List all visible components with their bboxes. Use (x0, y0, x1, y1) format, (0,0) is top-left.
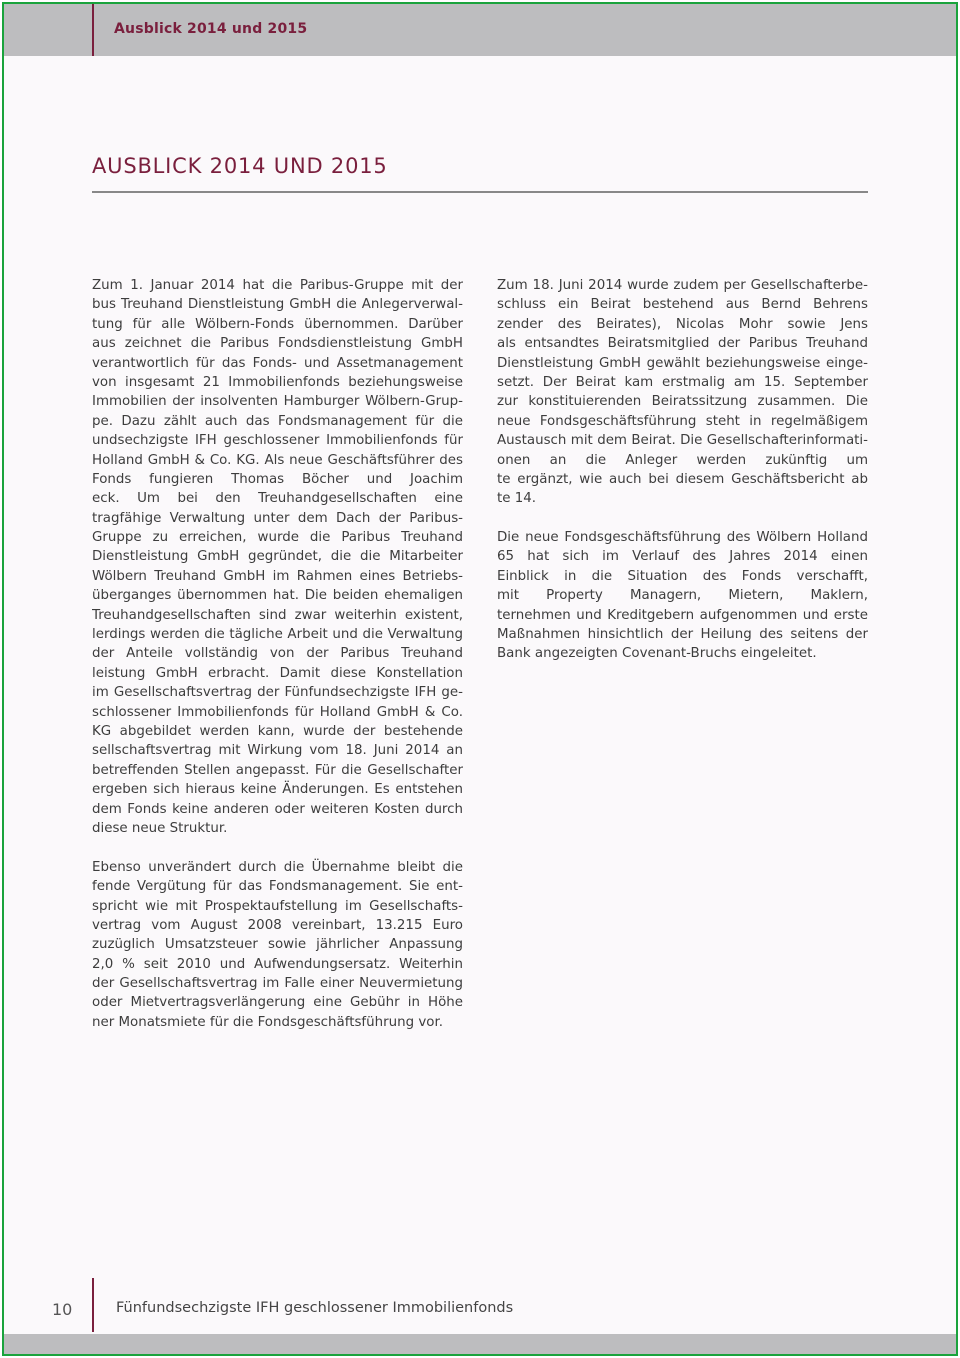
text-line: schlossener Immobilienfonds für Holland GmbH & Co. (92, 704, 463, 720)
page-title: AUSBLICK 2014 UND 2015 (92, 154, 388, 178)
text-line: te 14. (497, 491, 537, 507)
text-line: zuzüglich Umsatzsteuer sowie jährlicher Anpassung (92, 937, 463, 953)
text-line: sellschaftsvertrag mit Wirkung vom 18. Juni 2014 an (92, 743, 463, 759)
text-line: eck. Um bei den Treuhandgesellschaften eine (92, 491, 463, 507)
running-header-title: Ausblick 2014 und 2015 (114, 21, 308, 37)
text-line: KG abgebildet werden kann, wurde der bestehende (92, 723, 463, 739)
text-line: Dienstleistung GmbH gewählt beziehungsweise einge- (497, 355, 868, 371)
text-line: Maßnahmen hinsichtlich der Heilung des seitens der (497, 627, 868, 643)
text-line: Zum 1. Januar 2014 hat die Paribus-Gruppe mit der (92, 278, 463, 293)
right-text-column (497, 276, 868, 664)
text-line: Gruppe zu erreichen, wurde die Paribus Treuhand (92, 530, 463, 546)
page-number: 10 (52, 1300, 73, 1319)
text-line: Immobilien der insolventen Hamburger Wölbern-Grup- (92, 394, 463, 410)
title-divider (92, 191, 868, 193)
text-line: Austausch mit dem Beirat. Die Gesellschafterinformati- (497, 433, 868, 449)
text-line: zender des Beirates), Nicolas Mohr sowie Jens (497, 316, 868, 332)
text-line: lerdings werden die tägliche Arbeit und die Verwaltung (92, 627, 463, 643)
text-line: Bank angezeigten Covenant-Bruchs eingeleitet. (497, 646, 817, 662)
paragraph (92, 858, 463, 1033)
text-line: diese neue Struktur. (92, 820, 228, 836)
header-accent-rule (92, 4, 94, 56)
text-line: Dienstleistung GmbH gegründet, die die Mitarbeiter (92, 549, 463, 565)
text-line: Treuhandgesellschaften sind zwar weiterhin existent, (92, 607, 463, 623)
text-line: Fonds fungieren Thomas Böcher und Joachim (92, 471, 463, 487)
footer-bar (4, 1334, 956, 1356)
paragraph (92, 276, 463, 838)
text-line: im Gesellschaftsvertrag der Fünfundsechzigste IFH ge- (92, 685, 463, 701)
text-line: der Anteile vollständig von der Paribus Treuhand (92, 646, 463, 662)
text-line: setzt. Der Beirat kam erstmalig am 15. September (497, 374, 868, 390)
text-line: leistung GmbH erbracht. Damit diese Konstellation (92, 665, 463, 681)
text-line: mit Property Managern, Mietern, Maklern, (497, 588, 868, 604)
text-line: überganges übernommen hat. Die beiden ehemaligen (92, 588, 463, 604)
text-line: Wölbern Treuhand GmbH im Rahmen eines Betriebs- (92, 568, 463, 584)
page (2, 2, 958, 1356)
text-line: Holland GmbH & Co. KG. Als neue Geschäftsführer des (92, 452, 463, 468)
paragraph (497, 528, 868, 664)
text-line: von insgesamt 21 Immobilienfonds beziehungsweise (92, 374, 463, 390)
text-line: aus zeichnet die Paribus Fondsdienstleistung GmbH (92, 336, 463, 352)
text-line: Die neue Fondsgeschäftsführung des Wölbern Holland (497, 530, 868, 546)
footer-fund-name: Fünfundsechzigste IFH geschlossener Immobilienfonds (116, 1300, 514, 1316)
text-line: Einblick in die Situation des Fonds verschafft, (497, 568, 868, 584)
text-line: verantwortlich für das Fonds- und Assetmanagement (92, 355, 463, 371)
text-line: 2,0 % seit 2010 und Aufwendungsersatz. Weiterhin (92, 956, 463, 972)
text-line: oder Mietvertragsverlängerung eine Gebühr in Höhe (92, 995, 463, 1011)
text-line: zur konstituierenden Beiratssitzung zusammen. Die (497, 394, 868, 410)
text-line: tung für alle Wölbern-Fonds übernommen. Darüber (92, 316, 463, 332)
text-line: tragfähige Verwaltung unter dem Dach der Paribus- (92, 510, 463, 526)
text-line: onen an die Anleger werden zukünftig um (497, 452, 868, 468)
text-line: undsechzigste IFH geschlossener Immobilienfonds für (92, 433, 463, 449)
paragraph (497, 276, 868, 509)
text-line: fende Vergütung für das Fondsmanagement. Sie ent- (92, 879, 463, 895)
text-line: 65 hat sich im Verlauf des Jahres 2014 einen (497, 549, 868, 565)
text-line: schluss ein Beirat bestehend aus Bernd Behrens (497, 297, 868, 313)
text-line: pe. Dazu zählt auch das Fondsmanagement für die (92, 413, 463, 429)
text-line: ternehmen und Kreditgebern aufgenommen und erste (497, 607, 868, 623)
left-text-column (92, 276, 463, 1032)
text-line: Zum 18. Juni 2014 wurde zudem per Gesellschafterbe- (497, 278, 868, 293)
text-line: ner Monatsmiete für die Fondsgeschäftsführung vor. (92, 1014, 444, 1030)
text-line: spricht wie mit Prospektaufstellung im Gesellschafts- (92, 898, 463, 914)
footer-accent-rule (92, 1278, 94, 1332)
text-line: Ebenso unverändert durch die Übernahme bleibt die (92, 859, 463, 875)
text-line: te ergänzt, wie auch bei diesem Geschäftsbericht ab (497, 471, 868, 487)
text-line: der Gesellschaftsvertrag im Falle einer Neuvermietung (92, 976, 463, 992)
text-line: ergeben sich hieraus keine Änderungen. Es entstehen (92, 782, 463, 798)
text-line: neue Fondsgeschäftsführung steht in regelmäßigem (497, 413, 868, 429)
text-line: bus Treuhand Dienstleistung GmbH die Anlegerverwal- (92, 297, 463, 313)
text-line: vertrag vom August 2008 vereinbart, 13.215 Euro (92, 917, 463, 933)
text-line: als entsandtes Beiratsmitglied der Paribus Treuhand (497, 336, 868, 352)
text-line: dem Fonds keine anderen oder weiteren Kosten durch (92, 801, 463, 817)
text-line: betreffenden Stellen angepasst. Für die Gesellschafter (92, 762, 463, 778)
